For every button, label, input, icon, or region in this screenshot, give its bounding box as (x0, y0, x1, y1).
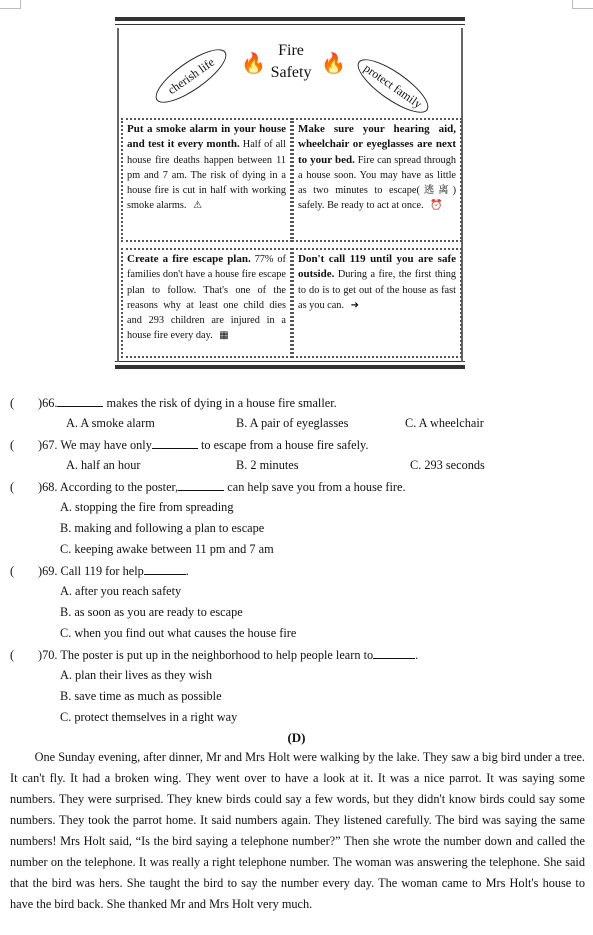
flame-icon: 🔥 (241, 53, 266, 75)
reading-passage: One Sunday evening, after dinner, Mr and Mrs Holt were walking by the lake. They saw a big bird under a tree. It can't fly. It had a broken wing. They went over to have a look at it. It was a nice parrot. It was saying some numbers. They were surprised. They knew birds could say a few words, but they didn't know birds could say some numbers. They took the parrot home. It said numbers again. They listened carefully. The bird was saying the same numbers! Mrs Holt said, “Is the bird saying a telephone number?” Then she wrote the number down and called the number on the telephone. It was really a right telephone number. The woman was answering the telephone. She said that the bird was hers. She taught the bird to say the number every day. The woman came to Mrs Holt's house to have the bird back. She thanked Mr and Mrs Holt very much. (10, 750, 585, 911)
poster-title-line1: Fire (278, 42, 304, 59)
badge-cherish-life: cherish life (149, 40, 234, 111)
question-69: ( )69. Call 119 for help . (10, 564, 189, 578)
option-b: B. making and following a plan to escape (60, 521, 265, 535)
floor-plan-icon: ▦ (219, 330, 229, 342)
exit-arrow-icon: ➜ (350, 299, 360, 311)
poster-top-bar (115, 17, 465, 21)
option-c: C. protect themselves in a right way (60, 710, 238, 724)
answer-blank (57, 395, 103, 407)
poster-side-line (117, 28, 119, 362)
answer-paren: ( (10, 438, 15, 452)
tip-body: During a fire, the first thing to do is to get out of the house as fast as you can. (298, 269, 456, 311)
question-70: ( )70. The poster is put up in the neighborhood to help people learn to . (10, 648, 419, 662)
option-b: B. save time as much as possible (60, 689, 222, 703)
answer-blank (144, 563, 186, 575)
tip-smoke-alarm (121, 118, 292, 242)
option-a: A. after you reach safety (60, 584, 182, 598)
answer-blank (152, 437, 198, 449)
option-a: A. plan their lives as they wish (60, 668, 212, 682)
tip-heading: Don't call 119 until you are safe outside. (298, 253, 456, 281)
fire-safety-poster (115, 14, 465, 372)
question-67: ( )67. We may have only to escape from a house fire safely. (10, 438, 369, 452)
smoke-alarm-icon: ⚠ (193, 200, 203, 212)
tip-escape-plan (121, 248, 292, 358)
answer-paren: ( (10, 648, 15, 662)
badge-protect-family: protect family (351, 50, 436, 121)
tip-call-119 (292, 248, 462, 358)
option-c: C. when you find out what causes the house fire (60, 626, 297, 640)
option-b: B. as soon as you are ready to escape (60, 605, 243, 619)
alarm-clock-icon: ⏰ (430, 200, 443, 212)
poster-title-line2: Safety (270, 64, 312, 81)
option-a: A. half an hour (66, 458, 141, 472)
flame-icon: 🔥 (321, 53, 346, 75)
tip-body: Fire can spread through a house soon. You may have as little as two minutes to escape(逃离) safely. Be ready to act at once. (298, 154, 456, 212)
answer-blank (373, 647, 415, 659)
tip-body: Half of all house fire deaths happen between 11 pm and 7 am. The risk of dying in a house fire is cut in half with working smoke alarms. (127, 139, 286, 212)
option-c: C. A wheelchair (405, 416, 484, 430)
option-c: C. 293 seconds (410, 458, 485, 472)
tip-body: 77% of families don't have a house fire escape plan to follow. That's one of the reasons why at least one child dies and 293 children are injured in a house fire every day. (127, 254, 286, 342)
option-a: A. A smoke alarm (66, 416, 155, 430)
tip-hearing-aid (292, 118, 462, 242)
page-corner-mark (572, 0, 593, 9)
page-corner-mark (0, 0, 21, 9)
tip-heading: Create a fire escape plan. (127, 253, 251, 265)
section-title: (D) (287, 730, 306, 745)
poster-title (267, 40, 315, 84)
option-c: C. keeping awake between 11 pm and 7 am (60, 542, 274, 556)
answer-paren: ( (10, 564, 15, 578)
question-68: ( )68. According to the poster, can help save you from a house fire. (10, 480, 406, 494)
tip-heading: Make sure your hearing aid, wheelchair or eyeglasses are next to your bed. (298, 123, 456, 166)
question-66: ( )66. makes the risk of dying in a house fire smaller. (10, 396, 337, 410)
poster-bottom-bar (115, 365, 465, 369)
tip-heading: Put a smoke alarm in your house and test it every month. (127, 123, 286, 151)
option-b: B. A pair of eyeglasses (236, 416, 349, 430)
answer-paren: ( (10, 396, 15, 410)
option-b: B. 2 minutes (236, 458, 299, 472)
option-a: A. stopping the fire from spreading (60, 500, 234, 514)
answer-paren: ( (10, 480, 15, 494)
answer-blank (178, 479, 224, 491)
